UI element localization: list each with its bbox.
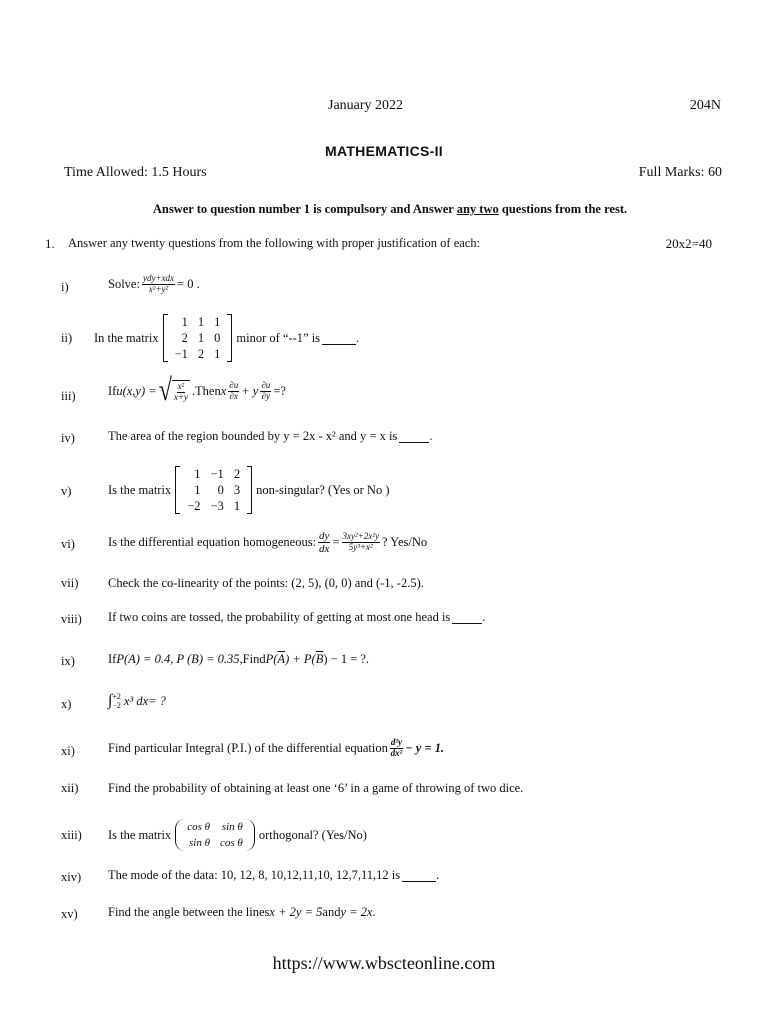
numerator: d²y [390, 737, 403, 747]
item-text: Find [242, 652, 266, 666]
numerator: 3xy²+2x²y [342, 531, 379, 542]
math-expr: y = 2x [340, 905, 373, 919]
item-number: xiii) [61, 828, 82, 842]
item-xiv [108, 868, 439, 883]
item-number: x) [61, 697, 72, 711]
denominator: ∂y [261, 390, 271, 401]
item-text: Find particular Integral (P.I.) of the differential equation [108, 740, 388, 755]
instruction-emphasis: any two [456, 202, 499, 216]
matrix [163, 314, 233, 362]
math-part: P( [265, 652, 278, 666]
item-xi [108, 738, 444, 759]
answer-blank [452, 611, 482, 624]
answer-blank [399, 430, 429, 443]
item-text-end: . [482, 610, 486, 624]
item-text: Find the angle between the lines [108, 905, 270, 919]
matrix-cell: cos θ [187, 821, 211, 833]
item-number: xi) [61, 744, 75, 758]
item-text: Find the probability of obtaining at least one ‘6’ in a game of throwing of two dice. [108, 781, 524, 795]
item-viii [108, 610, 485, 625]
item-text: minor of “--1” is [236, 330, 321, 345]
fraction [342, 532, 380, 553]
exam-date: January 2022 [328, 98, 404, 113]
item-text: = 0 . [177, 276, 200, 291]
denominator: x+y [173, 391, 188, 402]
item-v [108, 466, 390, 514]
item-xii [108, 781, 523, 796]
fraction [228, 381, 239, 402]
item-number: viii) [61, 612, 82, 626]
item-text: orthogonal? (Yes/No) [258, 827, 367, 842]
item-number: vii) [61, 576, 79, 590]
item-number: i) [61, 280, 69, 294]
item-text: If [108, 652, 117, 666]
item-text-end: =? [273, 383, 286, 398]
footer-url[interactable]: https://www.wbscteonline.com [272, 953, 496, 973]
matrix-cell: −2 [187, 499, 201, 513]
matrix [175, 466, 252, 514]
matrix-cell: 1 [194, 467, 201, 481]
item-number: iii) [61, 389, 76, 403]
item-text: and [322, 905, 341, 919]
denominator: x²+y² [148, 283, 169, 294]
matrix-cell: 2 [233, 467, 241, 481]
matrix-cell: −3 [210, 499, 224, 513]
item-xiii [108, 819, 367, 851]
matrix-cell: 1 [197, 315, 205, 329]
complement-a: $\overline{A}$ [277, 652, 286, 666]
lower-limit: −2 [112, 701, 121, 710]
variable: + y [241, 383, 259, 398]
matrix-cell: 3 [233, 483, 241, 497]
fraction [174, 382, 188, 403]
denominator: dx [319, 543, 330, 556]
matrix-cell: 1 [214, 315, 221, 329]
numerator: x² [177, 380, 185, 391]
item-number: vi) [61, 537, 75, 551]
math-part: ) − 1 = ?. [323, 652, 370, 666]
numerator: ∂u [261, 379, 271, 390]
paper-code: 204N [689, 98, 721, 113]
numerator: dy [319, 530, 330, 542]
item-text: If two coins are tossed, the probability of getting at most one head is [108, 610, 451, 624]
item-number: ii) [61, 331, 73, 345]
item-text: The mode of the data: 10, 12, 8, 10,12,11,10, 12,7,11,12 is [108, 868, 401, 882]
item-vi [108, 530, 427, 555]
denominator: ∂x [229, 390, 238, 401]
time-allowed: Time Allowed: 1.5 Hours [64, 165, 207, 180]
denominator: 5y³+x² [348, 542, 373, 553]
instruction-text-end: questions from the rest. [498, 202, 628, 216]
item-text: .Then [191, 383, 221, 398]
item-text: Is the matrix [108, 482, 172, 497]
answer-blank [322, 332, 356, 345]
item-text: Solve: [108, 276, 140, 291]
integral-limits [112, 692, 121, 710]
subject-title: MATHEMATICS-II [325, 143, 443, 159]
matrix-cell: cos θ [220, 837, 243, 849]
item-text: In the matrix [94, 330, 159, 345]
item-number: xii) [61, 781, 79, 795]
matrix-cell: 2 [181, 331, 188, 345]
matrix-cell: 1 [197, 331, 205, 345]
question-number: 1. [45, 236, 55, 251]
item-text: non-singular? (Yes or No ) [256, 482, 390, 497]
math-expr: − y = 1. [405, 740, 445, 755]
full-marks: Full Marks: 60 [638, 165, 722, 180]
matrix-cell: 1 [214, 347, 221, 361]
fraction [142, 274, 175, 295]
item-ix [108, 652, 369, 667]
math-expr: P(A) = 0.4, P (B) = 0.35, [116, 652, 243, 666]
matrix-cell: 1 [233, 499, 241, 513]
matrix-cell: sin θ [221, 821, 243, 833]
item-ii [94, 314, 359, 362]
item-text-end: . [372, 905, 376, 919]
numerator: ∂u [229, 379, 239, 390]
instruction-text: Answer to question number 1 is compulsory and Answer [152, 202, 457, 216]
denominator: dx² [390, 747, 403, 758]
item-text: Is the matrix [108, 827, 172, 842]
instruction [0, 202, 768, 217]
function-expr: u(x,y) = [116, 383, 157, 398]
math-expr [266, 652, 369, 667]
item-text: Check the co-linearity of the points: (2, 5), (0, 0) and (-1, -2.5). [108, 576, 424, 590]
item-number: xv) [61, 907, 78, 921]
item-text: Is the differential equation homogeneous: [108, 535, 317, 550]
fraction [318, 530, 330, 555]
complement-b: $\overline{B}$ [315, 652, 324, 666]
fraction [260, 381, 271, 402]
matrix-cell: 2 [197, 347, 205, 361]
matrix-cell: sin θ [189, 837, 211, 849]
math-part: ) + P( [285, 652, 316, 666]
item-number: ix) [61, 654, 75, 668]
matrix [175, 819, 255, 851]
item-iv [108, 429, 432, 444]
variable: x [220, 383, 227, 398]
item-text-end: . [356, 330, 360, 345]
matrix-cell: −1 [174, 347, 188, 361]
radical-icon: √ [158, 374, 172, 408]
integral-icon: ∫ [108, 692, 113, 709]
square-root [158, 374, 190, 408]
math-expr: x + 2y = 5 [269, 905, 323, 919]
math-expr: x³ dx= ? [123, 693, 166, 708]
item-xv [108, 905, 376, 920]
item-text-end: . [436, 868, 440, 882]
item-i [108, 274, 200, 295]
question-text: Answer any twenty questions from the following with proper justification of each: [68, 236, 481, 250]
matrix-cell: 0 [214, 331, 221, 345]
numerator: ydy+xdx [142, 273, 175, 283]
equals-sign: = [332, 535, 340, 550]
matrix-cell: 0 [217, 483, 224, 497]
matrix-cell: −1 [210, 467, 224, 481]
matrix-cell: 1 [181, 315, 188, 329]
item-iii [108, 374, 286, 408]
item-text: ? Yes/No [381, 535, 428, 550]
matrix-cell: 1 [194, 483, 201, 497]
item-text: If [108, 383, 117, 398]
item-text: The area of the region bounded by y = 2x - x² and y = x is [108, 429, 398, 443]
question-marks: 20x2=40 [665, 236, 712, 251]
item-number: iv) [61, 431, 75, 445]
item-text-end: . [429, 429, 433, 443]
item-number: v) [61, 484, 72, 498]
upper-limit: +2 [112, 692, 121, 701]
item-x [108, 692, 166, 710]
answer-blank [402, 869, 436, 882]
fraction [390, 738, 403, 759]
item-vii [108, 576, 424, 591]
item-number: xiv) [61, 870, 82, 884]
